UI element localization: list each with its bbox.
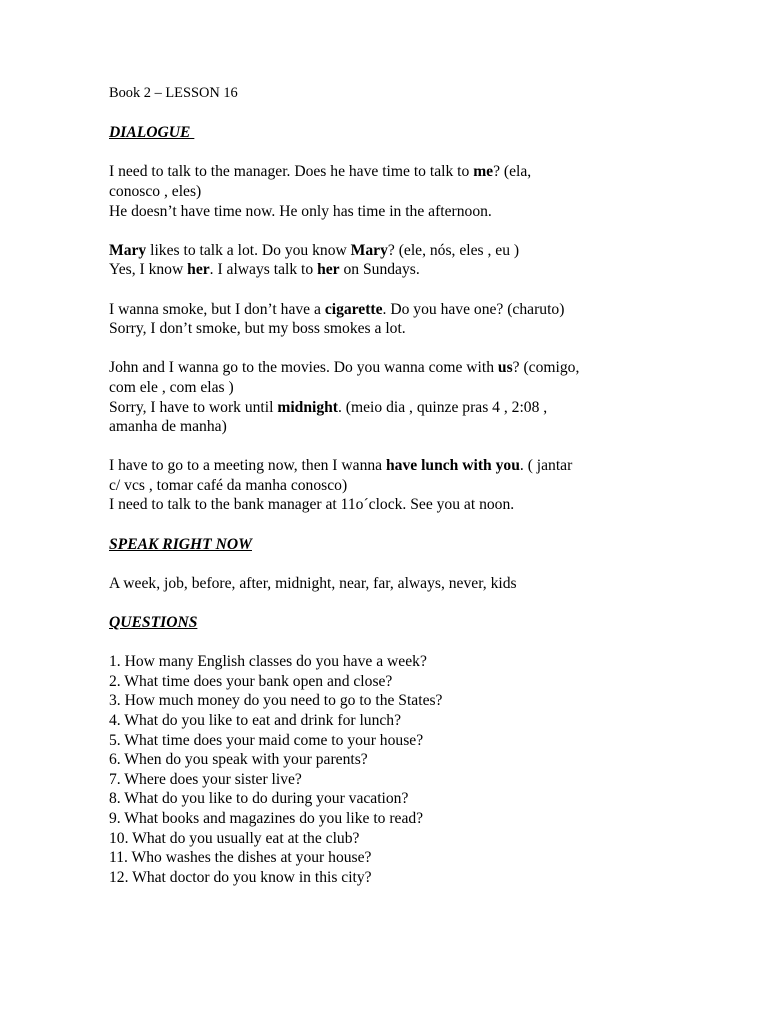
dialogue-line: com ele , com elas ) — [109, 378, 234, 396]
text-run: ? (comigo, — [512, 359, 580, 377]
text-run: Sorry, I have to work until — [109, 398, 278, 416]
dialogue-block-2 — [109, 241, 729, 280]
dialogue-line — [109, 260, 729, 280]
bold-text: midnight — [277, 398, 338, 416]
text-run: likes to talk a lot. Do you know — [146, 241, 351, 259]
bold-text: Mary — [350, 241, 388, 259]
text-run: John and I wanna go to the movies. Do you wanna come with — [109, 359, 498, 377]
text-run: . ( jantar — [519, 457, 573, 475]
text-run: on Sundays. — [339, 261, 420, 279]
bold-text: cigarette — [324, 300, 383, 318]
text-run: I wanna smoke, but I don’t have a — [109, 300, 325, 318]
question-item: 8. What do you like to do during your vacation? — [109, 790, 409, 808]
dialogue-line — [109, 398, 729, 418]
speak-words: A week, job, before, after, midnight, near, far, always, never, kids — [109, 574, 517, 592]
questions-heading: QUESTIONS — [109, 614, 198, 632]
question-item: 2. What time does your bank open and close? — [109, 672, 393, 690]
document-page — [109, 84, 729, 887]
bold-text: Mary — [109, 241, 147, 259]
dialogue-line: I need to talk to the bank manager at 11o´clock. See you at noon. — [109, 496, 515, 514]
dialogue-line: conosco , eles) — [109, 182, 202, 200]
question-item: 7. Where does your sister live? — [109, 770, 302, 788]
dialogue-line — [109, 358, 729, 378]
bold-text: her — [187, 261, 210, 279]
dialogue-line — [109, 300, 729, 320]
question-item: 3. How much money do you need to go to the States? — [109, 692, 443, 710]
text-run: . I always talk to — [209, 261, 318, 279]
page-header: Book 2 – LESSON 16 — [109, 85, 238, 101]
bold-text: her — [317, 261, 340, 279]
bold-text: have lunch with you — [386, 457, 520, 475]
dialogue-block-4 — [109, 358, 729, 436]
speak-heading: SPEAK RIGHT NOW — [109, 535, 252, 553]
text-run: . Do you have one? (charuto) — [382, 300, 565, 318]
question-item: 5. What time does your maid come to your house? — [109, 731, 424, 749]
question-item: 6. When do you speak with your parents? — [109, 751, 368, 769]
questions-list — [109, 652, 729, 887]
question-item: 12. What doctor do you know in this city? — [109, 868, 372, 886]
question-item: 10. What do you usually eat at the club? — [109, 829, 360, 847]
dialogue-line — [109, 241, 729, 261]
dialogue-line: c/ vcs , tomar café da manha conosco) — [109, 476, 348, 494]
question-item: 9. What books and magazines do you like to read? — [109, 809, 424, 827]
dialogue-line: He doesn’t have time now. He only has time in the afternoon. — [109, 202, 492, 220]
dialogue-block-3 — [109, 300, 729, 339]
dialogue-block-5 — [109, 456, 729, 515]
dialogue-line: Sorry, I don’t smoke, but my boss smokes a lot. — [109, 320, 406, 338]
bold-text: us — [497, 359, 513, 377]
text-run: . (meio dia , quinze pras 4 , 2:08 , — [338, 398, 548, 416]
text-run: ? (ela, — [493, 163, 532, 181]
question-item: 1. How many English classes do you have a week? — [109, 653, 427, 671]
dialogue-line — [109, 456, 729, 476]
text-run: ? (ele, nós, eles , eu ) — [387, 241, 520, 259]
text-run: Yes, I know — [109, 261, 188, 279]
dialogue-heading: DIALOGUE — [109, 124, 195, 142]
dialogue-line — [109, 162, 729, 182]
bold-text: me — [473, 163, 494, 181]
dialogue-line: amanha de manha) — [109, 418, 227, 436]
text-run: I have to go to a meeting now, then I wanna — [109, 457, 386, 475]
question-item: 4. What do you like to eat and drink for lunch? — [109, 712, 402, 729]
dialogue-block-1 — [109, 162, 729, 221]
text-run: I need to talk to the manager. Does he have time to talk to — [109, 163, 474, 181]
question-item: 11. Who washes the dishes at your house? — [109, 849, 372, 867]
